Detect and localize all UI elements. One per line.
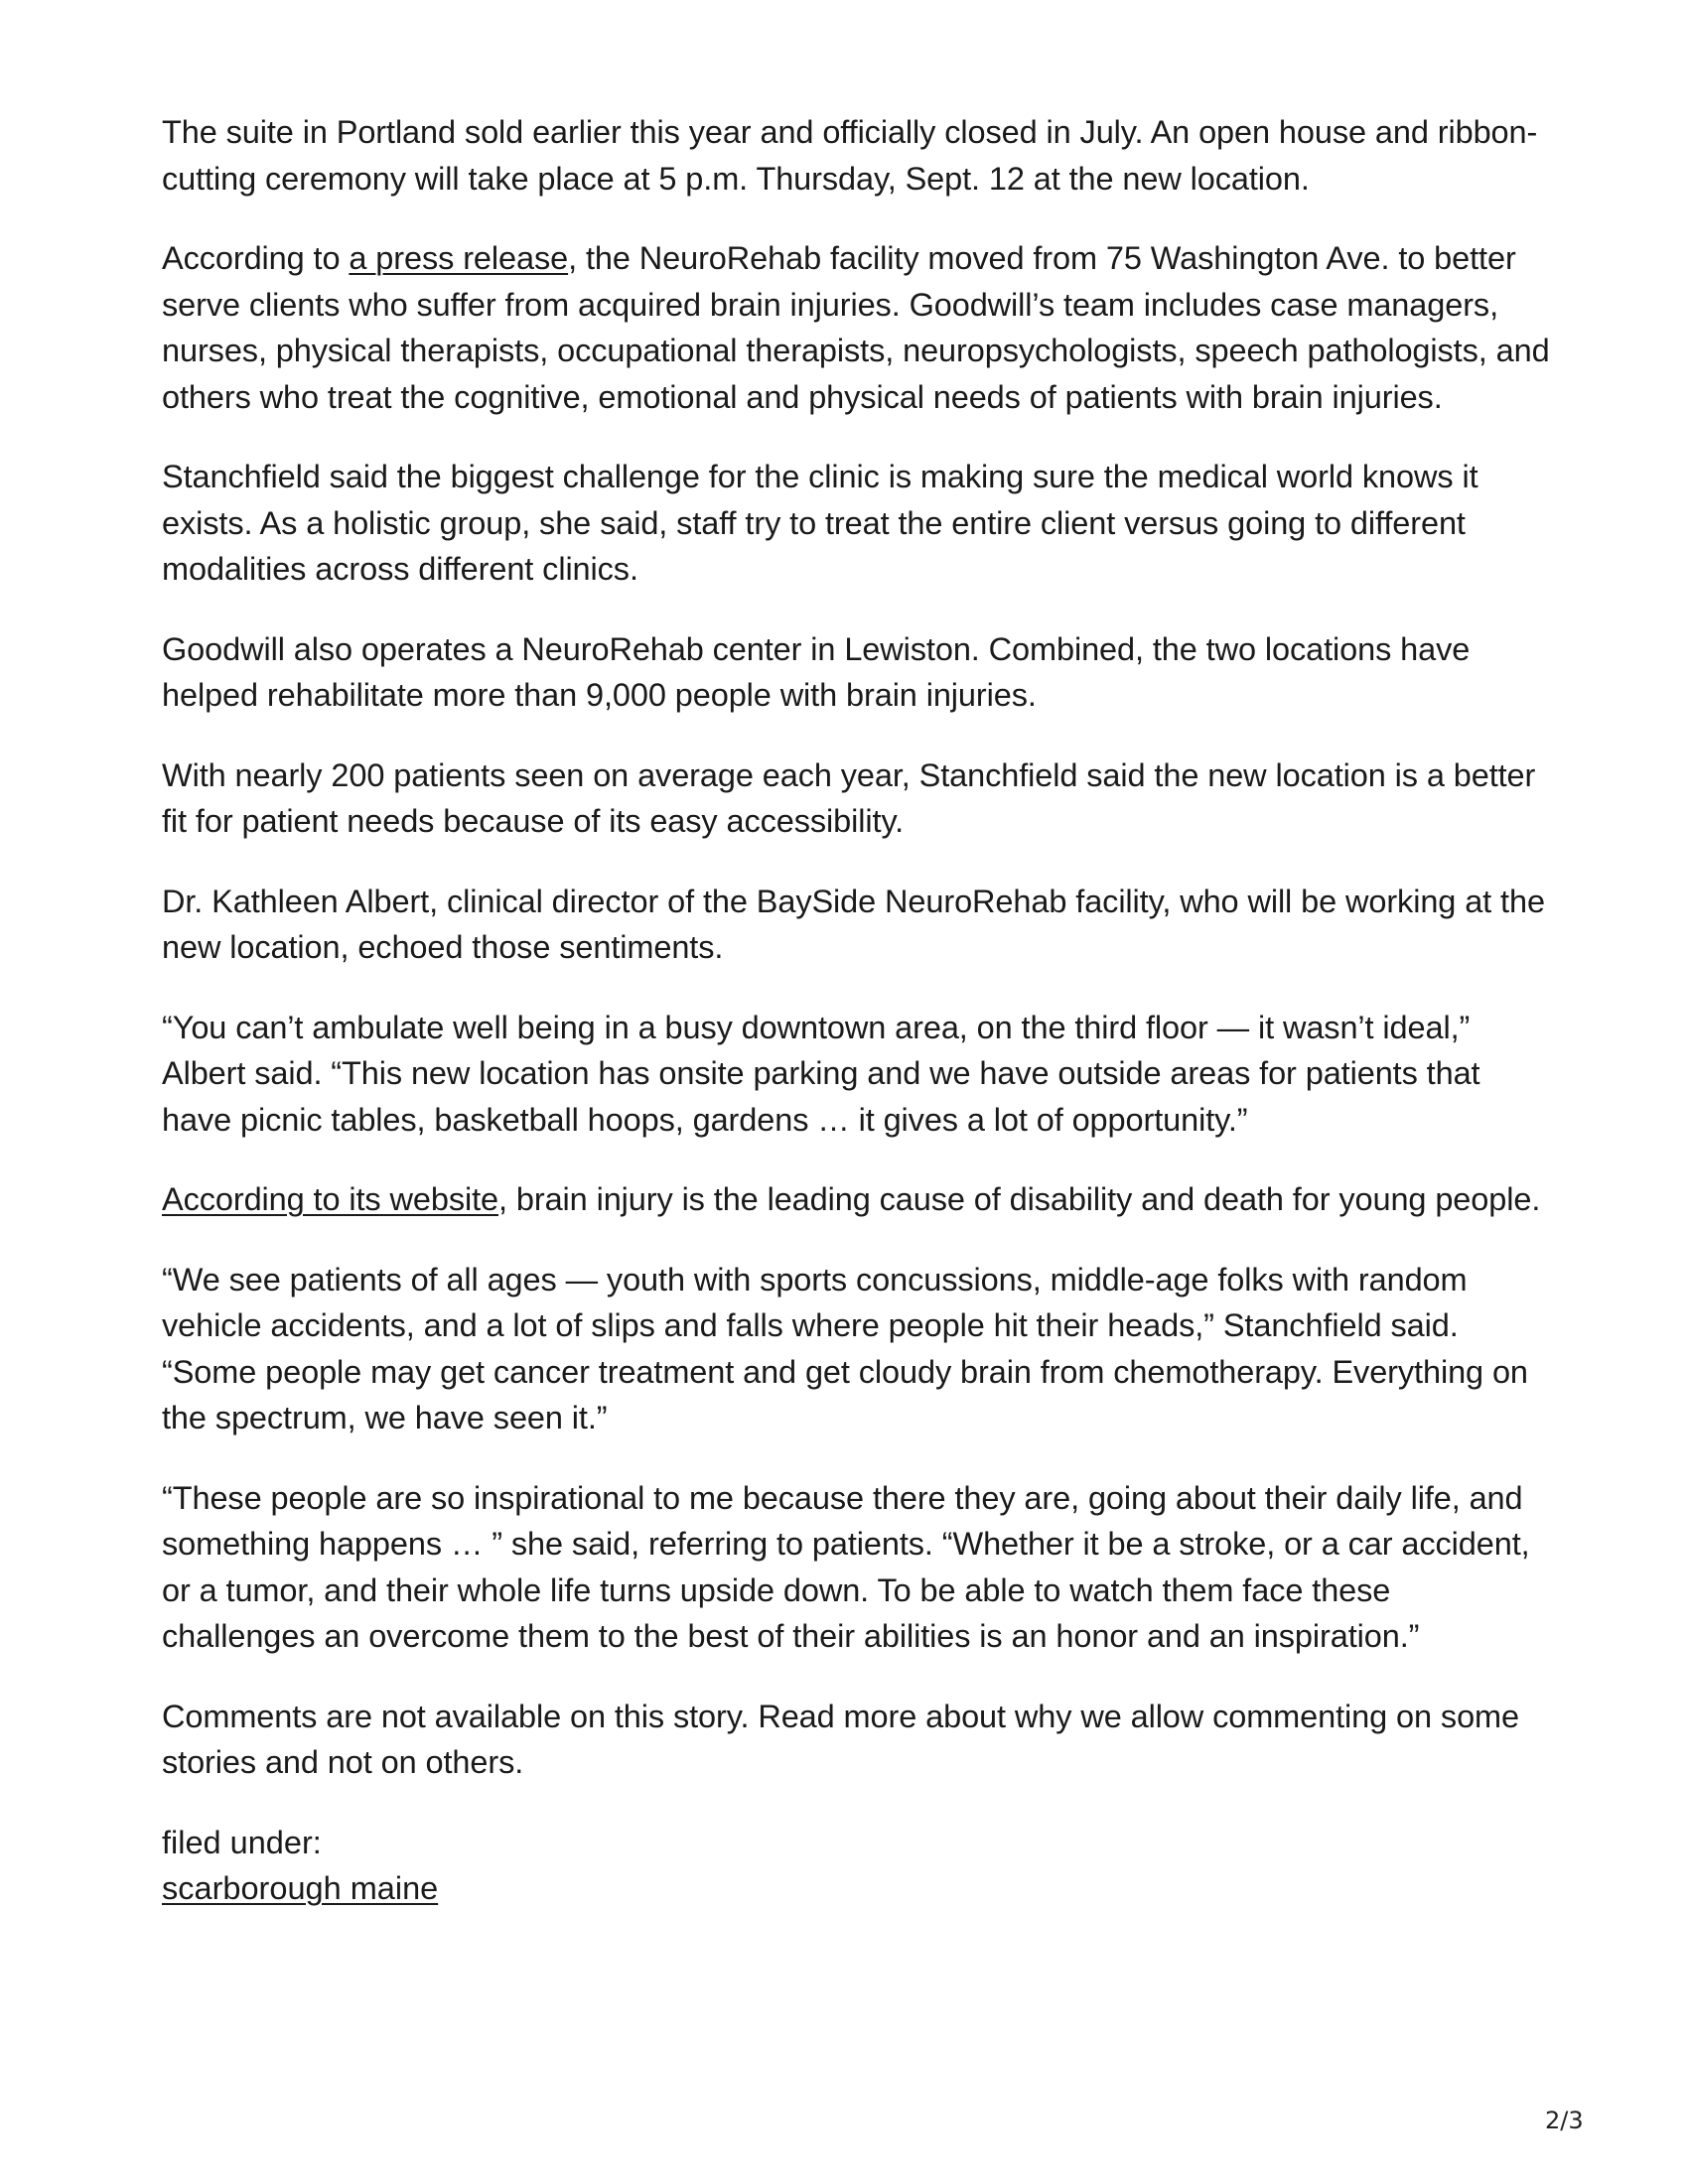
paragraph-9: “We see patients of all ages — youth with sports concussions, middle-age folks with random vehicle accidents, and a lot of slips and falls where people hit their heads,” Stanchfield said. “Some people may get cancer treatment and get cloudy brain from chemotherapy. Everything on the spectrum, we have seen it.” (162, 1261, 1528, 1435)
website-link[interactable]: According to its website (162, 1181, 499, 1217)
paragraph-11: Comments are not available on this story. Read more about why we allow commenting on some stories and not on others. (162, 1698, 1519, 1780)
paragraph-1: The suite in Portland sold earlier this year and officially closed in July. An open house and ribbon-cutting ceremony will take place at 5 p.m. Thursday, Sept. 12 at the new location. (162, 114, 1538, 197)
paragraph-10: “These people are so inspirational to me because there they are, going about their daily life, and something happens … ” she said, referring to patients. “Whether it be a stroke, or a car accident, or a tumor, and their whole life turns upside down. To be able to watch them face these challenges an overcome them to the best of their abilities is an honor and an inspiration.” (162, 1479, 1530, 1654)
paragraph-7: “You can’t ambulate well being in a busy downtown area, on the third floor — it wasn’t ideal,” Albert said. “This new location has onsite parking and we have outside areas for patients that have picnic tables, basketball hoops, gardens … it gives a lot of opportunity.” (162, 1009, 1480, 1138)
article-body (162, 109, 1552, 1912)
paragraph-4: Goodwill also operates a NeuroRehab center in Lewiston. Combined, the two locations have helped rehabilitate more than 9,000 people with brain injuries. (162, 630, 1471, 713)
filed-under-label: filed under: (162, 1824, 322, 1860)
page-number: 2/3 (1545, 2107, 1584, 2134)
paragraph-5: With nearly 200 patients seen on average each year, Stanchfield said the new location is a better fit for patient needs because of its easy accessibility. (162, 756, 1536, 839)
paragraph-8 (162, 1176, 1552, 1223)
paragraph-6: Dr. Kathleen Albert, clinical director of the BaySide NeuroRehab facility, who will be working at the new location, echoed those sentiments. (162, 883, 1545, 965)
tag-link-scarborough-maine[interactable]: scarborough maine (162, 1870, 439, 1906)
paragraph-3: Stanchfield said the biggest challenge for the clinic is making sure the medical world knows it exists. As a holistic group, she said, staff try to treat the entire client versus going to different modalities across different clinics. (162, 459, 1478, 587)
tag-row (162, 1865, 1552, 1912)
paragraph-8-rest: , brain injury is the leading cause of disability and death for young people. (498, 1181, 1541, 1217)
press-release-link[interactable]: a press release (349, 240, 569, 276)
paragraph-2 (162, 235, 1552, 420)
paragraph-2-lead: According to (162, 240, 350, 276)
paragraph-2-rest: , the NeuroRehab facility moved from 75 Washington Ave. to better serve clients who suffer from acquired brain injuries. Goodwill’s team includes case managers, nurses, physical therapists, occupational therapists, neuropsychologists, speech pathologists, and others who treat the cognitive, emotional and physical needs of patients with brain injuries. (162, 240, 1550, 415)
